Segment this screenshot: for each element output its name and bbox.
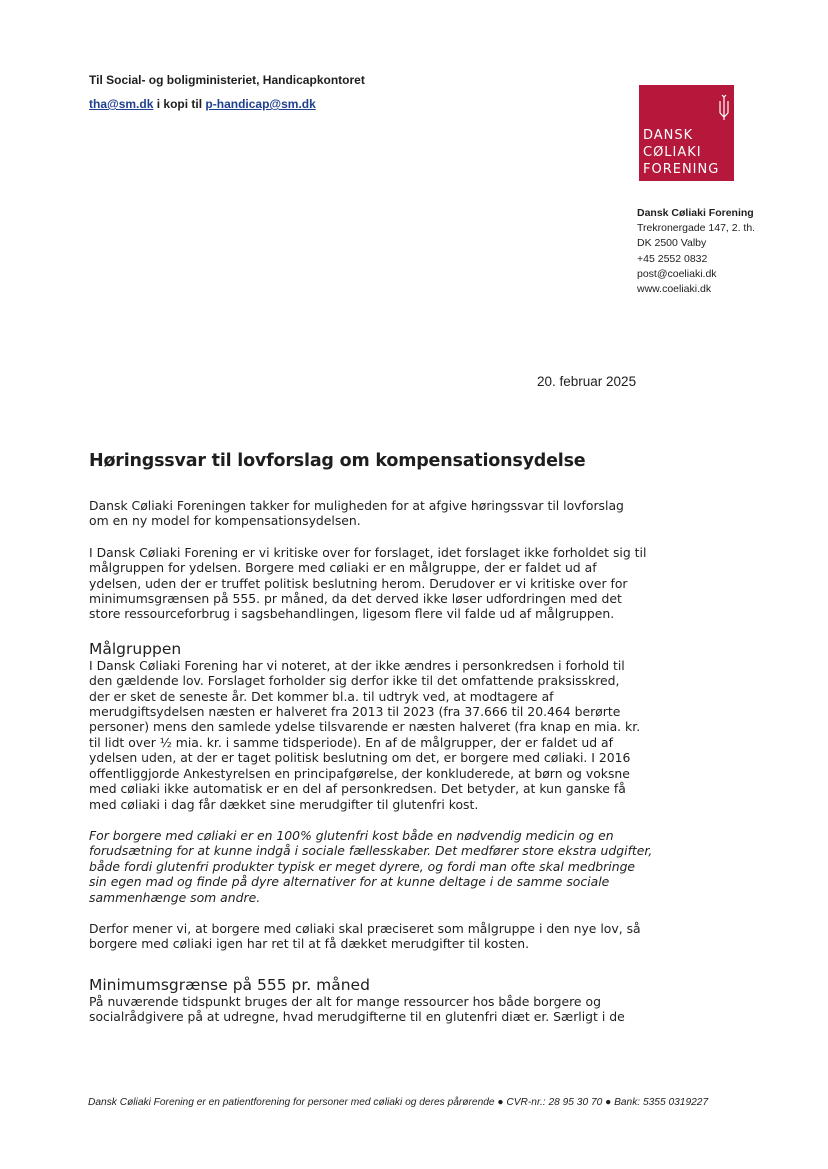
criticism-paragraph — [89, 545, 649, 622]
text-line: personer) mens den samlede ydelse tilsvarende er næsten halveret (fra knap en mia. kr. — [89, 719, 641, 735]
text-line: både fordi glutenfri produkter typisk er meget dyrere, og fordi man ofte skal medbringe — [89, 858, 636, 874]
text-line: forudsætning for at kunne indgå i sociale fællesskaber. Det medfører store ekstra udgifter, — [89, 843, 653, 859]
maalgruppen-paragraph — [89, 658, 649, 812]
sender-city: DK 2500 Valby — [637, 237, 707, 250]
text-line: offentliggjorde Ankestyrelsen en principafgørelse, der konkluderede, at børn og voksne — [89, 765, 630, 781]
text-line: I Dansk Cøliaki Forening har vi noteret, at der ikke ændres i personkredsen i forhold til — [89, 657, 625, 673]
email-link-handicap[interactable]: p-handicap@sm.dk — [205, 97, 316, 111]
sender-web: www.coeliaki.dk — [637, 283, 712, 296]
text-line: Dansk Cøliaki Foreningen takker for muligheden for at afgive høringssvar til lovforslag — [89, 498, 624, 513]
text-line: store ressourceforbrug i sagsbehandlingen, ligesom flere vil falde ud af målgruppen. — [89, 606, 615, 622]
sender-email: post@coeliaki.dk — [637, 267, 717, 280]
email-link-tha[interactable]: tha@sm.dk — [89, 97, 154, 111]
intro-paragraph — [89, 498, 649, 529]
recipient-line: Til Social- og boligministeriet, Handicapkontoret — [89, 73, 365, 87]
text-line: sammenhænge som andre. — [89, 889, 261, 905]
italic-paragraph — [89, 827, 653, 905]
copy-text: i kopi til — [153, 97, 206, 111]
text-line: minimumsgrænsen på 555. pr måned, da det derved ikke løser udfordringen med det — [89, 591, 622, 607]
closing-paragraph — [89, 921, 649, 952]
text-line: Derfor mener vi, at borgere med cøliaki skal præciseret som målgruppe i den nye lov, så — [89, 920, 641, 936]
text-line: ydelsen, uden der er truffet politisk beslutning herom. Derudover er vi kritiske over for — [89, 575, 628, 591]
text-line: I Dansk Cøliaki Forening er vi kritiske over for forslaget, idet forslaget ikke forholdet sig til — [89, 544, 647, 560]
page-footer: Dansk Cøliaki Forening er en patientforening for personer med cøliaki og deres pårørende ● CVR-nr.: 28 95 30 70 ● Bank: 5355 0319227 — [88, 1097, 709, 1108]
letter-body — [89, 498, 653, 1025]
text-line: med cøliaki ikke automatisk er en del af personkredsen. Det betyder, at kun ganske få — [89, 781, 626, 797]
minimumsgraense-paragraph — [89, 994, 649, 1025]
text-line: På nuværende tidspunkt bruges der alt for mange ressourcer hos både borgere og — [89, 993, 601, 1009]
wheat-icon — [717, 93, 731, 121]
text-line: sin egen mad og finde på dyre alternativer for at kunne deltage i de samme sociale — [89, 874, 610, 890]
text-line: For borgere med cøliaki er en 100% glutenfri kost både en nødvendig medicin og en — [89, 827, 614, 843]
sender-org: Dansk Cøliaki Forening — [637, 207, 754, 219]
sender-address — [637, 206, 755, 297]
text-line: socialrådgivere på at udregne, hvad merudgifterne til en glutenfri diæt er. Særligt i de — [89, 1009, 625, 1025]
logo-text-line2: CØLIAKI — [643, 145, 702, 160]
section-heading-maalgruppen: Målgruppen — [89, 639, 182, 658]
text-line: den gældende lov. Forslaget forholder sig derfor ikke til det omfattende praksisskred, — [89, 673, 620, 689]
text-line: målgruppen for ydelsen. Borgere med cøliaki er en målgruppe, der er faldet ud af — [89, 560, 597, 576]
text-line: om en ny model for kompensationsydelsen. — [89, 513, 361, 529]
letter-date: 20. februar 2025 — [537, 374, 637, 389]
text-line: borgere med cøliaki igen har ret til at få dækket merudgifter til kosten. — [89, 936, 530, 952]
logo-text-line3: FORENING — [643, 162, 720, 177]
document-title: Høringssvar til lovforslag om kompensationsydelse — [89, 451, 586, 471]
sender-street: Trekronergade 147, 2. th. — [637, 222, 756, 235]
text-line: der er sket de seneste år. Det kommer bl.a. til udtryk ved, at modtagere af — [89, 688, 554, 704]
recipient-emails — [89, 97, 365, 112]
sender-phone: +45 2552 0832 — [637, 252, 708, 265]
logo-text-line1: DANSK — [643, 128, 694, 143]
text-line: med cøliaki i dag får dækket sine merudgifter til glutenfri kost. — [89, 796, 479, 812]
organization-logo — [639, 85, 734, 181]
text-line: til lidt over ½ mia. kr. i samme tidsperiode). En af de målgrupper, der er faldet ud af — [89, 734, 613, 750]
section-heading-minimumsgraense: Minimumsgrænse på 555 pr. måned — [89, 975, 370, 994]
recipient-block — [89, 73, 365, 112]
text-line: ydelsen uden, at der er taget politisk beslutning om det, er borgere med cøliaki. I 2016 — [89, 750, 631, 766]
text-line: merudgiftsydelsen næsten er halveret fra 2013 til 2023 (fra 37.666 til 20.464 berørte — [89, 704, 621, 720]
